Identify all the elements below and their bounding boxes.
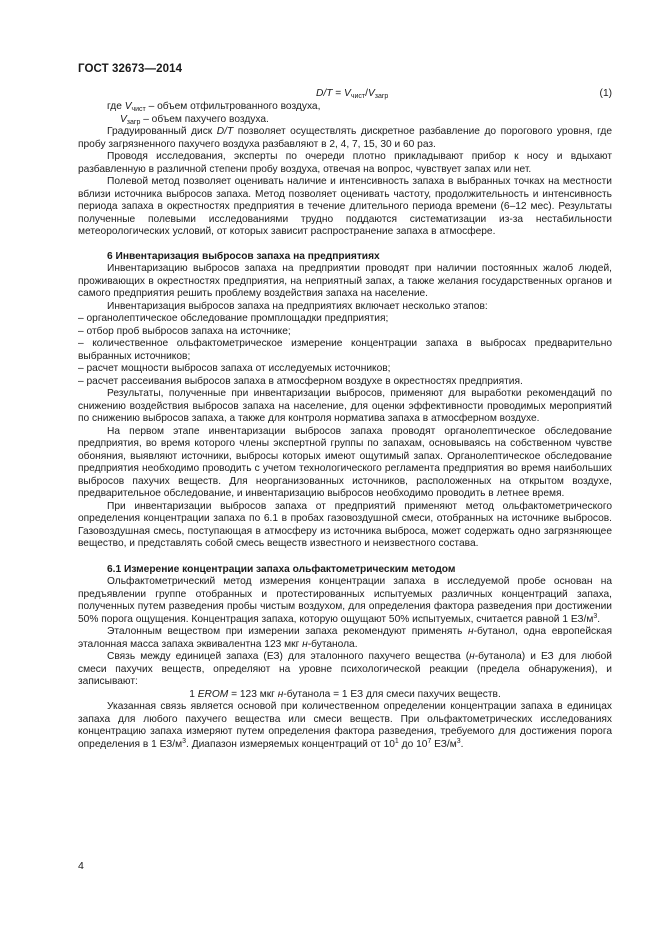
formula-1-expression: $D/T = V_{чист}/V_{загр}$: [316, 88, 389, 100]
page-content: [78, 88, 612, 751]
list-item: – отбор проб выбросов запаха на источнике;: [78, 325, 291, 337]
standard-header: ГОСТ 32673—2014: [78, 63, 183, 75]
page-number: 4: [78, 860, 84, 872]
paragraph: Инвентаризацию выбросов запаха на предприятии проводят при наличии постоянных жалоб людей, проживающих в окрестностях предприятия, на неприятный запах, а также желания государственных органов и самого предприятия решить проблему воздействия запаха на население.: [78, 263, 612, 299]
list-item: – расчет рассеивания выбросов запаха в атмосферном воздухе в окрестностях предприятия.: [78, 375, 523, 387]
where-line-2: $V_{загр}$ – объем пахучего воздуха.: [120, 113, 269, 126]
paragraph: На первом этапе инвентаризации выбросов запаха проводят органолептическое обследование предприятия, во время которого члены экспертной группы по запахам, основываясь на собственном чувстве обоняния, выявляют источники, выбросы которых имеют ощутимый запах. Органолептическое обследование предприятия необходимо проводить с учетом технологического регламента предприятия во время наибольших выбросов пахучих веществ. Для неорганизованных источников, расположенных на открытом воздухе, предварительное обследование, и инвентаризацию выбросов необходимо проводить в летнее время.: [78, 425, 612, 499]
paragraph: Проводя исследования, эксперты по очереди плотно прикладывают прибор к носу и вдыхают разбавленную в различной степени пробу воздуха, отвечая на вопрос, чувствует запах или нет.: [78, 151, 612, 175]
list-item: – количественное ольфактометрическое измерение концентрации запаха в выбросах предварительно выбранных источников;: [78, 338, 612, 362]
paragraph: Результаты, полученные при инвентаризации выбросов, применяют для выработки рекомендаций по снижению воздействия выбросов запаха на население, для оценки эффективности проводимых мероприятий по снижению выбросов запаха, а также для контроля норматива запаха в атмосферном воздухе.: [78, 388, 612, 424]
where-line-1: где $V_{чист}$ – объем отфильтрованного воздуха,: [107, 101, 321, 113]
paragraph: Полевой метод позволяет оценивать наличие и интенсивность запаха в выбранных точках на местности вблизи источника выбросов запаха. Метод позволяет оценивать частоту, продолжительность и интенсивность периода запаха в окрестностях предприятия в течение длительного периода времени (6–12 мес). Результаты полученные полевыми исследованиями трудно поддаются систематизации из-за нестабильности метеорологических условий, от которых зависит распространение запаха в атмосфере.: [78, 176, 612, 237]
paragraph: Связь между единицей запаха (ЕЗ) для эталонного пахучего вещества (н-бутанола) и ЕЗ для любой смеси пахучих веществ, определяют на уровне психологической реакции (предела обнаружения), и записывают:: [78, 651, 612, 687]
formula-1: [78, 88, 612, 101]
paragraph: Инвентаризация выбросов запаха на предприятиях включает несколько этапов:: [107, 300, 488, 312]
equation-number: (1): [599, 88, 612, 99]
section-6-1-heading: 6.1 Измерение концентрации запаха ольфактометрическим методом: [107, 563, 456, 575]
formula-erom: 1 EROM = 123 мкг н-бутанола = 1 ЕЗ для смеси пахучих веществ.: [189, 688, 501, 700]
list-item: – расчет мощности выбросов запаха от исследуемых источников;: [78, 363, 391, 374]
paragraph: Эталонным веществом при измерении запаха рекомендуют применять н-бутанол, одна европейская эталонная масса запаха эквивалентна 123 мкг н-бутанола.: [78, 626, 612, 650]
list-item: – органолептическое обследование промплощадки предприятия;: [78, 313, 389, 324]
paragraph: Ольфактометрический метод измерения концентрации запаха в исследуемой пробе основан на предъявлении группе отобранных и протестированных испытуемых различных концентраций запаха, полученных путем разведения пробы чистым воздухом, для определения фактора разведения при достижении 50% порога ощущения. Концентрация запаха, которую ощущают 50% испытуемых, считается равной 1 $ЕЗ/м^3$.: [78, 576, 612, 625]
paragraph: При инвентаризации выбросов запаха от предприятий применяют метод ольфактометрического определения концентрации запаха по 6.1 в пробах газовоздушной смеси, отобранных на источнике выбросов. Газовоздушная смесь, поступающая в атмосферу из источника выброса, может содержать одно загрязняющее вещество, и представлять собой смесь веществ известного и неизвестного состава.: [78, 500, 612, 549]
paragraph: Градуированный диск D/T позволяет осуществлять дискретное разбавление до порогового уровня, где пробу загрязненного пахучего воздуха разбавляют в 2, 4, 7, 15, 30 и 60 раз.: [78, 126, 612, 150]
section-6-heading: 6 Инвентаризация выбросов запаха на предприятиях: [107, 250, 380, 262]
paragraph: Указанная связь является основой при количественном определении концентрации запаха в единицах запаха для любого пахучего вещества или смеси веществ. При ольфактометрических исследованиях концентрацию запаха измеряют путем определения фактора разведения, требуемого для достижения порога определения в 1 $ЕЗ/м^3$. Диапазон измеряемых концентраций от $10^1$ до $10^7$ $ЕЗ/м^3$.: [78, 701, 612, 750]
